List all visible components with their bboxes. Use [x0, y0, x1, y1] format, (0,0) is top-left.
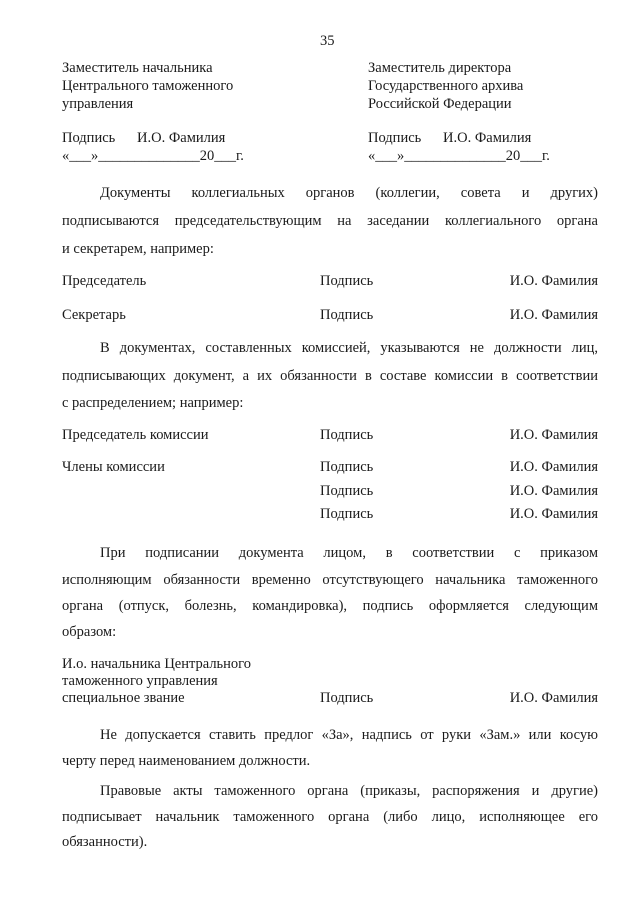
signature-row [62, 506, 598, 524]
page-number: 35 [320, 33, 335, 49]
paragraph-line: подписываются председательствующим на заседании коллегиального органа [62, 213, 598, 229]
header-left-line: Центрального таможенного [62, 78, 234, 94]
signature-role: Председатель комиссии [62, 427, 209, 443]
paragraph-line: образом: [62, 624, 117, 640]
signature-row [62, 273, 598, 291]
signature-role: специальное звание [62, 690, 185, 706]
signature-name: И.О. Фамилия [509, 483, 598, 499]
header-right-signature: Подпись И.О. Фамилия [368, 130, 532, 146]
header-left-signature: Подпись И.О. Фамилия [62, 130, 226, 146]
signature-sign: Подпись [320, 273, 374, 289]
signature-sign: Подпись [320, 459, 374, 475]
header-right-line: Государственного архива [368, 78, 524, 94]
paragraph-line: черту перед наименованием должности. [62, 753, 311, 769]
signature-row [62, 459, 598, 477]
signature-name: И.О. Фамилия [509, 459, 598, 475]
paragraph-line: Правовые акты таможенного органа (приказы, распоряжения и другие) [100, 783, 598, 799]
paragraph-line: и секретарем, например: [62, 241, 214, 257]
signature-name: И.О. Фамилия [509, 690, 598, 706]
paragraph-line: обязанности). [62, 834, 148, 850]
header-right-date: «___»______________20___г. [368, 148, 550, 164]
signature-name: И.О. Фамилия [509, 273, 598, 289]
paragraph-line: В документах, составленных комиссией, указываются не должности лиц, [100, 340, 598, 356]
signature-name: И.О. Фамилия [509, 506, 598, 522]
signature-name: И.О. Фамилия [509, 307, 598, 323]
signature-name: И.О. Фамилия [509, 427, 598, 443]
signature-sign: Подпись [320, 483, 374, 499]
paragraph-line: Не допускается ставить предлог «За», надпись от руки «Зам.» или косую [100, 727, 598, 743]
header-left-line: Заместитель начальника [62, 60, 213, 76]
paragraph-line: Документы коллегиальных органов (коллегии, совета и других) [100, 185, 598, 201]
header-left-line: управления [62, 96, 134, 112]
signature-sign: Подпись [320, 506, 374, 522]
signature-row [62, 427, 598, 445]
signature-role: таможенного управления [62, 673, 218, 689]
signature-row [62, 483, 598, 501]
header-left-date: «___»______________20___г. [62, 148, 244, 164]
signature-row [62, 690, 598, 708]
signature-row [62, 307, 598, 325]
signature-sign: Подпись [320, 307, 374, 323]
signature-role: Секретарь [62, 307, 126, 323]
paragraph-line: с распределением; например: [62, 395, 244, 411]
paragraph-line: исполняющим обязанности временно отсутствующего начальника таможенного [62, 572, 598, 588]
paragraph-line: При подписании документа лицом, в соответствии с приказом [100, 545, 598, 561]
signature-sign: Подпись [320, 690, 374, 706]
header-right-line: Российской Федерации [368, 96, 512, 112]
paragraph-line: подписывает начальник таможенного органа (либо лицо, исполняющее его [62, 809, 598, 825]
signature-role: Председатель [62, 273, 147, 289]
signature-role: И.о. начальника Центрального [62, 656, 252, 672]
header-right-line: Заместитель директора [368, 60, 512, 76]
signature-role: Члены комиссии [62, 459, 165, 475]
signature-sign: Подпись [320, 427, 374, 443]
paragraph-line: органа (отпуск, болезнь, командировка), подпись оформляется следующим [62, 598, 598, 614]
paragraph-line: подписывающих документ, а их обязанности в составе комиссии в соответствии [62, 368, 598, 384]
